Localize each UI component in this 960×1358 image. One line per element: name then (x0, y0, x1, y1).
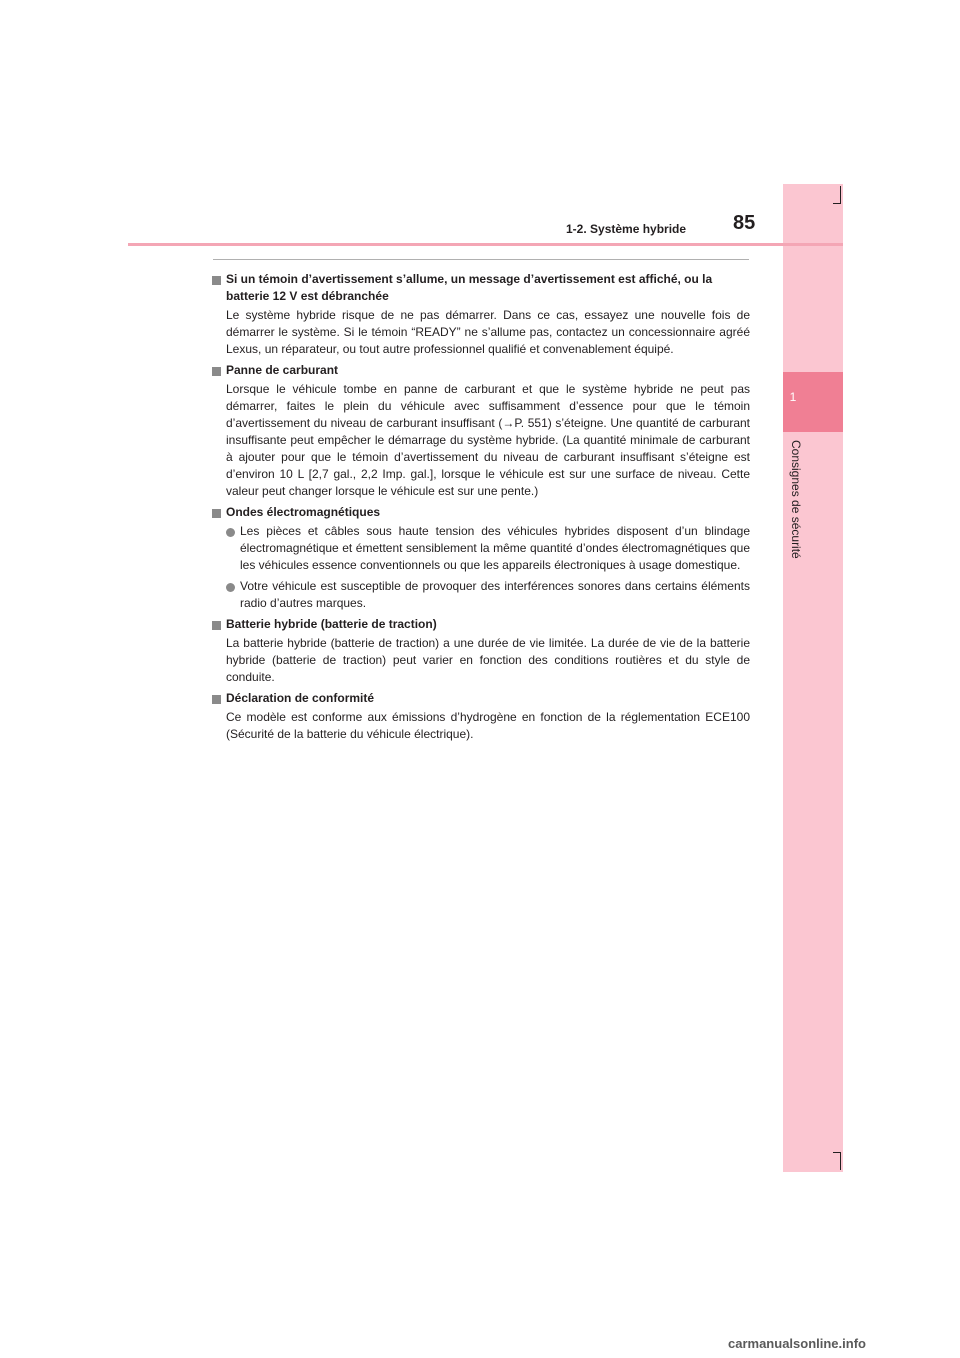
square-bullet-icon (212, 621, 221, 630)
section-heading-conformity: Déclaration de conformité (212, 690, 750, 707)
section-paragraph-fuel: Lorsque le véhicule tombe en panne de carburant et que le système hybride ne peut pas démarrer, faites le plein du véhicule avec suffisamment d’essence pour que le témoin d’avertissement du niveau de carburant insuffisant (→P. 551) s’éteigne. Une quantité de carburant insuffisante peut empêcher le démarrage du système hybride. (La quantité minimale de carburant à ajouter pour que le témoin d’avertissement du niveau de carburant insuffisant s’éteigne est d’environ 10 L [2,7 gal., 2,2 Imp. gal.], lorsque le véhicule est sur une surface de niveau. Cette valeur peut changer lorsque le véhicule est sur une pente.) (226, 382, 750, 498)
section-paragraph-conformity: Ce modèle est conforme aux émissions d’hydrogène en fonction de la réglementation ECE100 (Sécurité de la batterie du véhicule électrique). (226, 710, 750, 741)
list-item: Les pièces et câbles sous haute tension des véhicules hybrides disposent d’un blindage électromagnétique et émettent sensiblement la même quantité d’ondes électromagnétiques que les véhicules essence conventionnels ou que les appareils électroniques à usage domestique. (212, 523, 750, 574)
side-band (783, 184, 843, 1172)
list-item: Votre véhicule est susceptible de provoquer des interférences sonores dans certains éléments radio d’autres marques. (212, 578, 750, 612)
watermark: carmanualsonline.info (728, 1336, 866, 1351)
section-paragraph-warning: Le système hybride risque de ne pas démarrer. Dans ce cas, essayez une nouvelle fois de démarrer le système. Si le témoin “READY” ne s’allume pas, contactez un concessionnaire agréé Lexus, un réparateur, ou tout autre professionnel qualifié et convenablement équipé. (226, 308, 750, 356)
chapter-title: Consignes de sécurité (789, 440, 803, 559)
round-bullet-icon (226, 583, 235, 592)
header-rule (128, 243, 843, 246)
content-rule (213, 259, 749, 260)
chapter-number: 1 (789, 390, 797, 404)
square-bullet-icon (212, 695, 221, 704)
section-paragraph-battery: La batterie hybride (batterie de traction) a une durée de vie limitée. La durée de vie de la batterie hybride (batterie de traction) peut varier en fonction des conditions routières et du style de conduite. (226, 636, 750, 684)
section-heading-waves: Ondes électromagnétiques (212, 504, 750, 521)
square-bullet-icon (212, 367, 221, 376)
square-bullet-icon (212, 509, 221, 518)
square-bullet-icon (212, 276, 221, 285)
section-heading-battery: Batterie hybride (batterie de traction) (212, 616, 750, 633)
section-heading-fuel: Panne de carburant (212, 362, 750, 379)
section-heading-warning: Si un témoin d’avertissement s’allume, un message d’avertissement est affiché, ou la batterie 12 V est débranchée (212, 271, 750, 305)
crop-mark-top (840, 186, 841, 204)
crop-mark-bottom (840, 1152, 841, 1170)
round-bullet-icon (226, 528, 235, 537)
crop-mark-top-tick (833, 203, 841, 204)
content-body (212, 268, 750, 747)
page-number: 85 (733, 212, 756, 234)
section-title: 1-2. Système hybride (566, 222, 687, 236)
crop-mark-bottom-tick (833, 1152, 841, 1153)
